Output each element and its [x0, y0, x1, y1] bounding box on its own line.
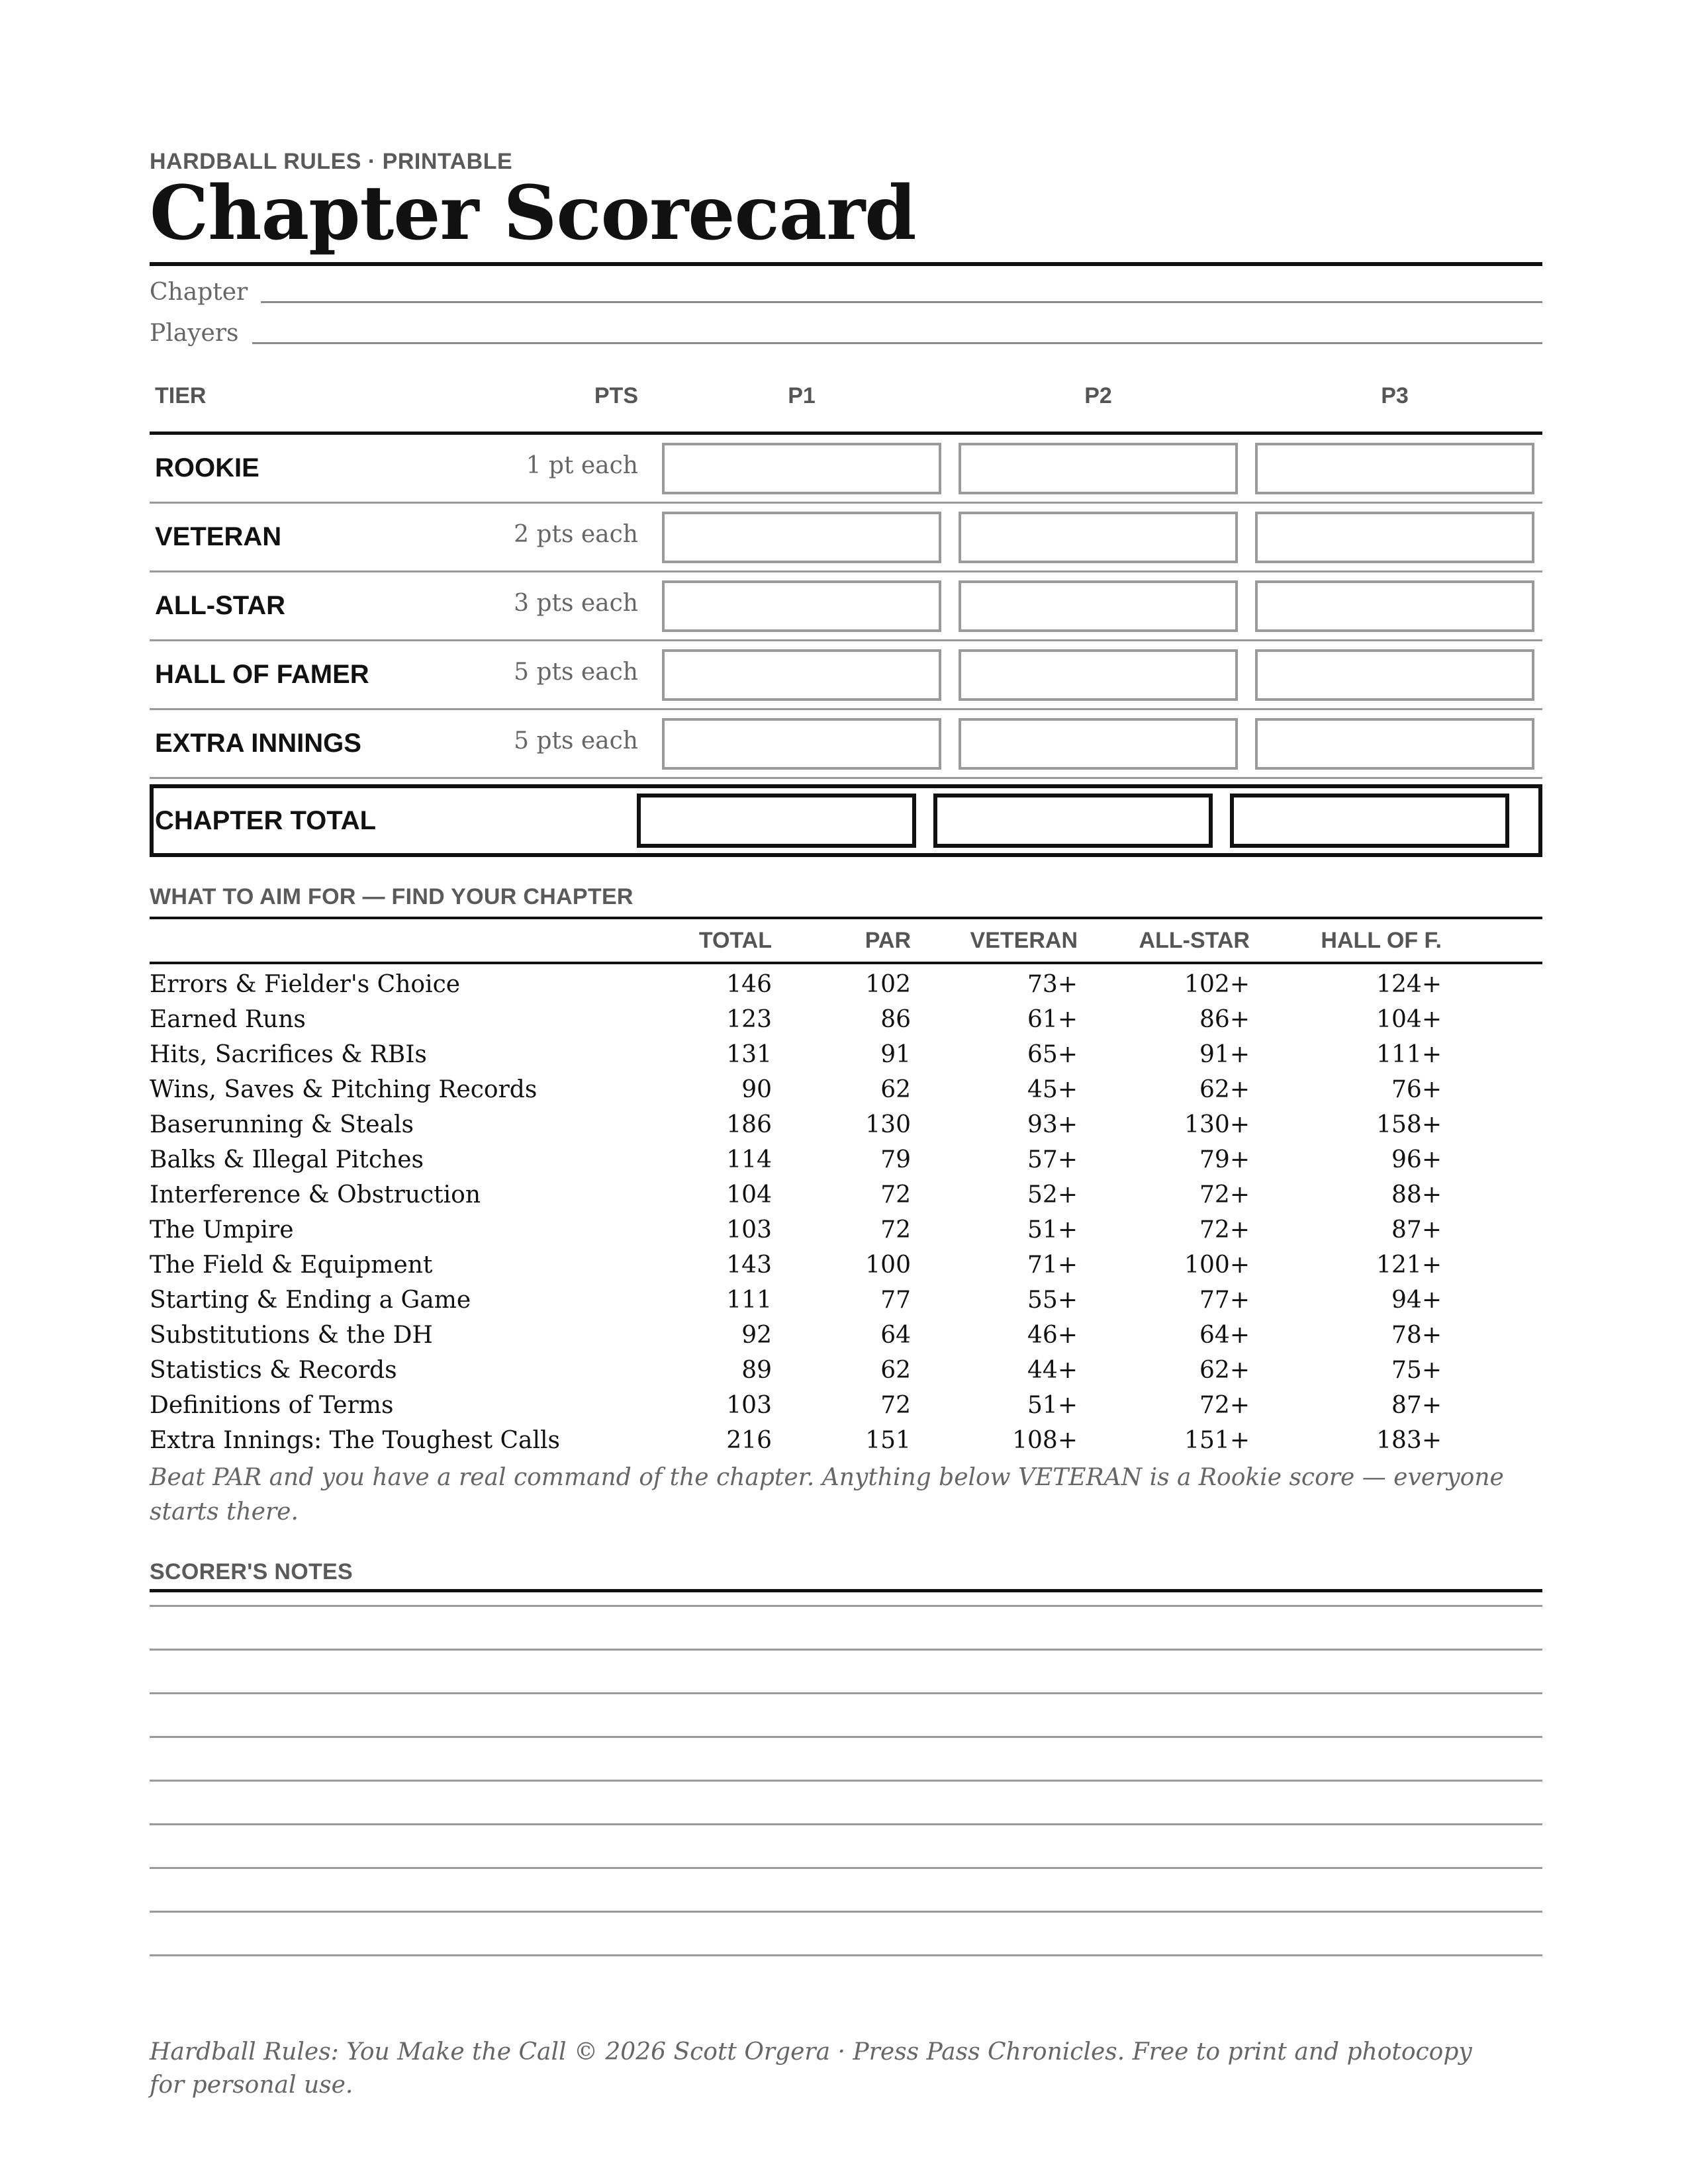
tier-points: 5 pts each: [514, 727, 638, 754]
aim-header-total: TOTAL: [698, 927, 772, 953]
aim-hof: 124+: [1376, 971, 1442, 998]
aim-allstar: 130+: [1184, 1111, 1250, 1138]
aim-row: [150, 1318, 1542, 1353]
aim-row: [150, 1248, 1542, 1283]
chapter-total-label: CHAPTER TOTAL: [155, 805, 377, 835]
aim-hof: 76+: [1391, 1076, 1442, 1103]
aim-par: 72: [880, 1216, 911, 1244]
players-write-line[interactable]: [252, 316, 1542, 344]
aim-veteran: 57+: [1027, 1146, 1078, 1173]
note-write-line[interactable]: [150, 1592, 1542, 1607]
tier-name: ROOKIE: [155, 453, 259, 482]
note-write-line[interactable]: [150, 1782, 1542, 1825]
aim-section-title: WHAT TO AIM FOR — FIND YOUR CHAPTER: [150, 884, 1542, 919]
score-box-p3[interactable]: [1255, 512, 1534, 563]
header-tier: TIER: [155, 383, 207, 408]
total-box-p2[interactable]: [933, 794, 1213, 848]
aim-row: [150, 1072, 1542, 1107]
page-footer: Hardball Rules: You Make the Call © 2026 Scott Orgera · Press Pass Chronicles. Free to print and photocopy for personal use.: [150, 2038, 1472, 2099]
aim-par: 64: [880, 1322, 911, 1349]
aim-row: [150, 1142, 1542, 1177]
aim-chapter-name: Interference & Obstruction: [150, 1181, 481, 1208]
aim-chapter-name: Starting & Ending a Game: [150, 1287, 471, 1314]
score-box-p3[interactable]: [1255, 649, 1534, 701]
aim-hof: 96+: [1391, 1146, 1442, 1173]
aim-hof: 94+: [1391, 1287, 1442, 1314]
aim-row: [150, 1037, 1542, 1072]
aim-chapter-name: Substitutions & the DH: [150, 1322, 433, 1349]
aim-row: [150, 1177, 1542, 1212]
score-box-p1[interactable]: [662, 718, 941, 770]
score-box-p1[interactable]: [662, 580, 941, 632]
aim-total: 103: [726, 1392, 772, 1419]
aim-hof: 183+: [1376, 1427, 1442, 1454]
aim-row: [150, 1107, 1542, 1142]
note-write-line[interactable]: [150, 1694, 1542, 1738]
aim-hof: 111+: [1376, 1041, 1442, 1068]
score-box-p1[interactable]: [662, 649, 941, 701]
aim-chapter-name: Statistics & Records: [150, 1357, 397, 1384]
chapter-field: [150, 266, 1542, 307]
aim-par: 130: [865, 1111, 911, 1138]
aim-chapter-name: Baserunning & Steals: [150, 1111, 414, 1138]
aim-veteran: 93+: [1027, 1111, 1078, 1138]
score-box-p2[interactable]: [959, 649, 1238, 701]
aim-row: [150, 1388, 1542, 1423]
aim-hof: 78+: [1391, 1322, 1442, 1349]
tier-points: 2 pts each: [514, 521, 638, 548]
aim-chapter-name: Extra Innings: The Toughest Calls: [150, 1427, 560, 1454]
aim-par: 91: [880, 1041, 911, 1068]
aim-total: 143: [726, 1251, 772, 1279]
aim-row: [150, 1283, 1542, 1318]
aim-total: 146: [726, 971, 772, 998]
total-box-p3[interactable]: [1230, 794, 1509, 848]
aim-allstar: 151+: [1184, 1427, 1250, 1454]
note-write-line[interactable]: [150, 1825, 1542, 1869]
aim-allstar: 64+: [1199, 1322, 1250, 1349]
tier-row-extra-innings: [150, 710, 1542, 779]
aim-row: [150, 967, 1542, 1002]
aim-row: [150, 1212, 1542, 1248]
aim-allstar: 102+: [1184, 971, 1250, 998]
aim-allstar: 72+: [1199, 1216, 1250, 1244]
note-write-line[interactable]: [150, 1913, 1542, 1956]
aim-allstar: 86+: [1199, 1006, 1250, 1033]
aim-total: 104: [726, 1181, 772, 1208]
aim-hof: 121+: [1376, 1251, 1442, 1279]
aim-par: 86: [880, 1006, 911, 1033]
aim-allstar: 91+: [1199, 1041, 1250, 1068]
note-write-line[interactable]: [150, 1607, 1542, 1651]
aim-header-par: PAR: [865, 927, 911, 953]
aim-hof: 104+: [1376, 1006, 1442, 1033]
aim-allstar: 72+: [1199, 1181, 1250, 1208]
aim-row: [150, 1353, 1542, 1388]
aim-veteran: 51+: [1027, 1392, 1078, 1419]
score-box-p2[interactable]: [959, 512, 1238, 563]
aim-total: 111: [726, 1287, 772, 1314]
header-p3: P3: [1381, 383, 1409, 408]
tier-row-hall-of-famer: [150, 641, 1542, 710]
aim-par: 72: [880, 1392, 911, 1419]
aim-chapter-name: Earned Runs: [150, 1006, 306, 1033]
aim-veteran: 44+: [1027, 1357, 1078, 1384]
tier-name: HALL OF FAMER: [155, 660, 369, 689]
aim-veteran: 55+: [1027, 1287, 1078, 1314]
aim-hof: 87+: [1391, 1392, 1442, 1419]
aim-veteran: 51+: [1027, 1216, 1078, 1244]
aim-hof: 75+: [1391, 1357, 1442, 1384]
aim-chapter-name: The Umpire: [150, 1216, 294, 1244]
aim-total: 123: [726, 1006, 772, 1033]
aim-allstar: 62+: [1199, 1357, 1250, 1384]
notes-lines: [150, 1592, 1542, 1956]
aim-hof: 87+: [1391, 1216, 1442, 1244]
score-box-p2[interactable]: [959, 580, 1238, 632]
tier-points: 1 pt each: [526, 452, 638, 479]
chapter-write-line[interactable]: [261, 275, 1542, 303]
tier-row-veteran: [150, 504, 1542, 572]
aim-allstar: 62+: [1199, 1076, 1250, 1103]
aim-chapter-name: Wins, Saves & Pitching Records: [150, 1076, 538, 1103]
score-box-p1[interactable]: [662, 512, 941, 563]
aim-header-hof: HALL OF F.: [1321, 927, 1442, 953]
aim-par: 79: [880, 1146, 911, 1173]
page-title: Chapter Scorecard: [150, 170, 916, 257]
aim-allstar: 72+: [1199, 1392, 1250, 1419]
aim-row: [150, 1002, 1542, 1037]
score-box-p2[interactable]: [959, 443, 1238, 494]
players-field-label: Players: [150, 320, 239, 347]
aim-allstar: 77+: [1199, 1287, 1250, 1314]
tier-row-rookie: [150, 435, 1542, 504]
aim-veteran: 73+: [1027, 971, 1078, 998]
total-box-p1[interactable]: [637, 794, 916, 848]
tier-points: 3 pts each: [514, 590, 638, 617]
score-box-p3[interactable]: [1255, 718, 1534, 770]
tier-points: 5 pts each: [514, 659, 638, 686]
eyebrow-label: HARDBALL RULES · PRINTABLE: [150, 149, 513, 174]
header-p2: P2: [1084, 383, 1112, 408]
aim-par: 77: [880, 1287, 911, 1314]
aim-header-veteran: VETERAN: [970, 927, 1078, 953]
tier-name: ALL-STAR: [155, 591, 285, 620]
aim-footnote: Beat PAR and you have a real command of the chapter. Anything below VETERAN is a Rookie score — everyone starts there.: [150, 1464, 1504, 1525]
aim-header-allstar: ALL-STAR: [1139, 927, 1250, 953]
page-content: [150, 148, 1542, 1956]
aim-veteran: 61+: [1027, 1006, 1078, 1033]
aim-par: 62: [880, 1357, 911, 1384]
aim-hof: 88+: [1391, 1181, 1442, 1208]
aim-total: 92: [741, 1322, 772, 1349]
aim-total: 131: [726, 1041, 772, 1068]
aim-par: 72: [880, 1181, 911, 1208]
aim-veteran: 108+: [1012, 1427, 1078, 1454]
chapter-field-label: Chapter: [150, 279, 248, 306]
aim-total: 103: [726, 1216, 772, 1244]
aim-chapter-name: Definitions of Terms: [150, 1392, 394, 1419]
header-p1: P1: [788, 383, 816, 408]
note-write-line[interactable]: [150, 1738, 1542, 1782]
tier-name: EXTRA INNINGS: [155, 729, 361, 758]
note-write-line[interactable]: [150, 1869, 1542, 1913]
score-table-header: [150, 360, 1542, 435]
aim-table-header: [150, 919, 1542, 964]
aim-chapter-name: Balks & Illegal Pitches: [150, 1146, 424, 1173]
chapter-total-row: [150, 784, 1542, 857]
aim-allstar: 100+: [1184, 1251, 1250, 1279]
aim-par: 62: [880, 1076, 911, 1103]
aim-allstar: 79+: [1199, 1146, 1250, 1173]
tier-name: VETERAN: [155, 522, 282, 551]
aim-chapter-name: The Field & Equipment: [150, 1251, 433, 1279]
score-box-p3[interactable]: [1255, 443, 1534, 494]
aim-veteran: 45+: [1027, 1076, 1078, 1103]
score-box-p2[interactable]: [959, 718, 1238, 770]
aim-par: 102: [865, 971, 911, 998]
note-write-line[interactable]: [150, 1651, 1542, 1694]
aim-row: [150, 1423, 1542, 1458]
aim-veteran: 71+: [1027, 1251, 1078, 1279]
score-box-p3[interactable]: [1255, 580, 1534, 632]
tier-row-all-star: [150, 572, 1542, 641]
aim-par: 100: [865, 1251, 911, 1279]
aim-total: 114: [726, 1146, 772, 1173]
aim-veteran: 52+: [1027, 1181, 1078, 1208]
notes-section-title: SCORER'S NOTES: [150, 1559, 1542, 1592]
aim-veteran: 46+: [1027, 1322, 1078, 1349]
aim-table-body: [150, 964, 1542, 1458]
aim-chapter-name: Errors & Fielder's Choice: [150, 971, 461, 998]
aim-par: 151: [865, 1427, 911, 1454]
aim-total: 186: [726, 1111, 772, 1138]
aim-hof: 158+: [1376, 1111, 1442, 1138]
header-pts: PTS: [594, 383, 638, 408]
aim-veteran: 65+: [1027, 1041, 1078, 1068]
aim-total: 89: [741, 1357, 772, 1384]
aim-total: 216: [726, 1427, 772, 1454]
aim-total: 90: [741, 1076, 772, 1103]
players-field: [150, 307, 1542, 348]
score-box-p1[interactable]: [662, 443, 941, 494]
aim-chapter-name: Hits, Sacrifices & RBIs: [150, 1041, 427, 1068]
